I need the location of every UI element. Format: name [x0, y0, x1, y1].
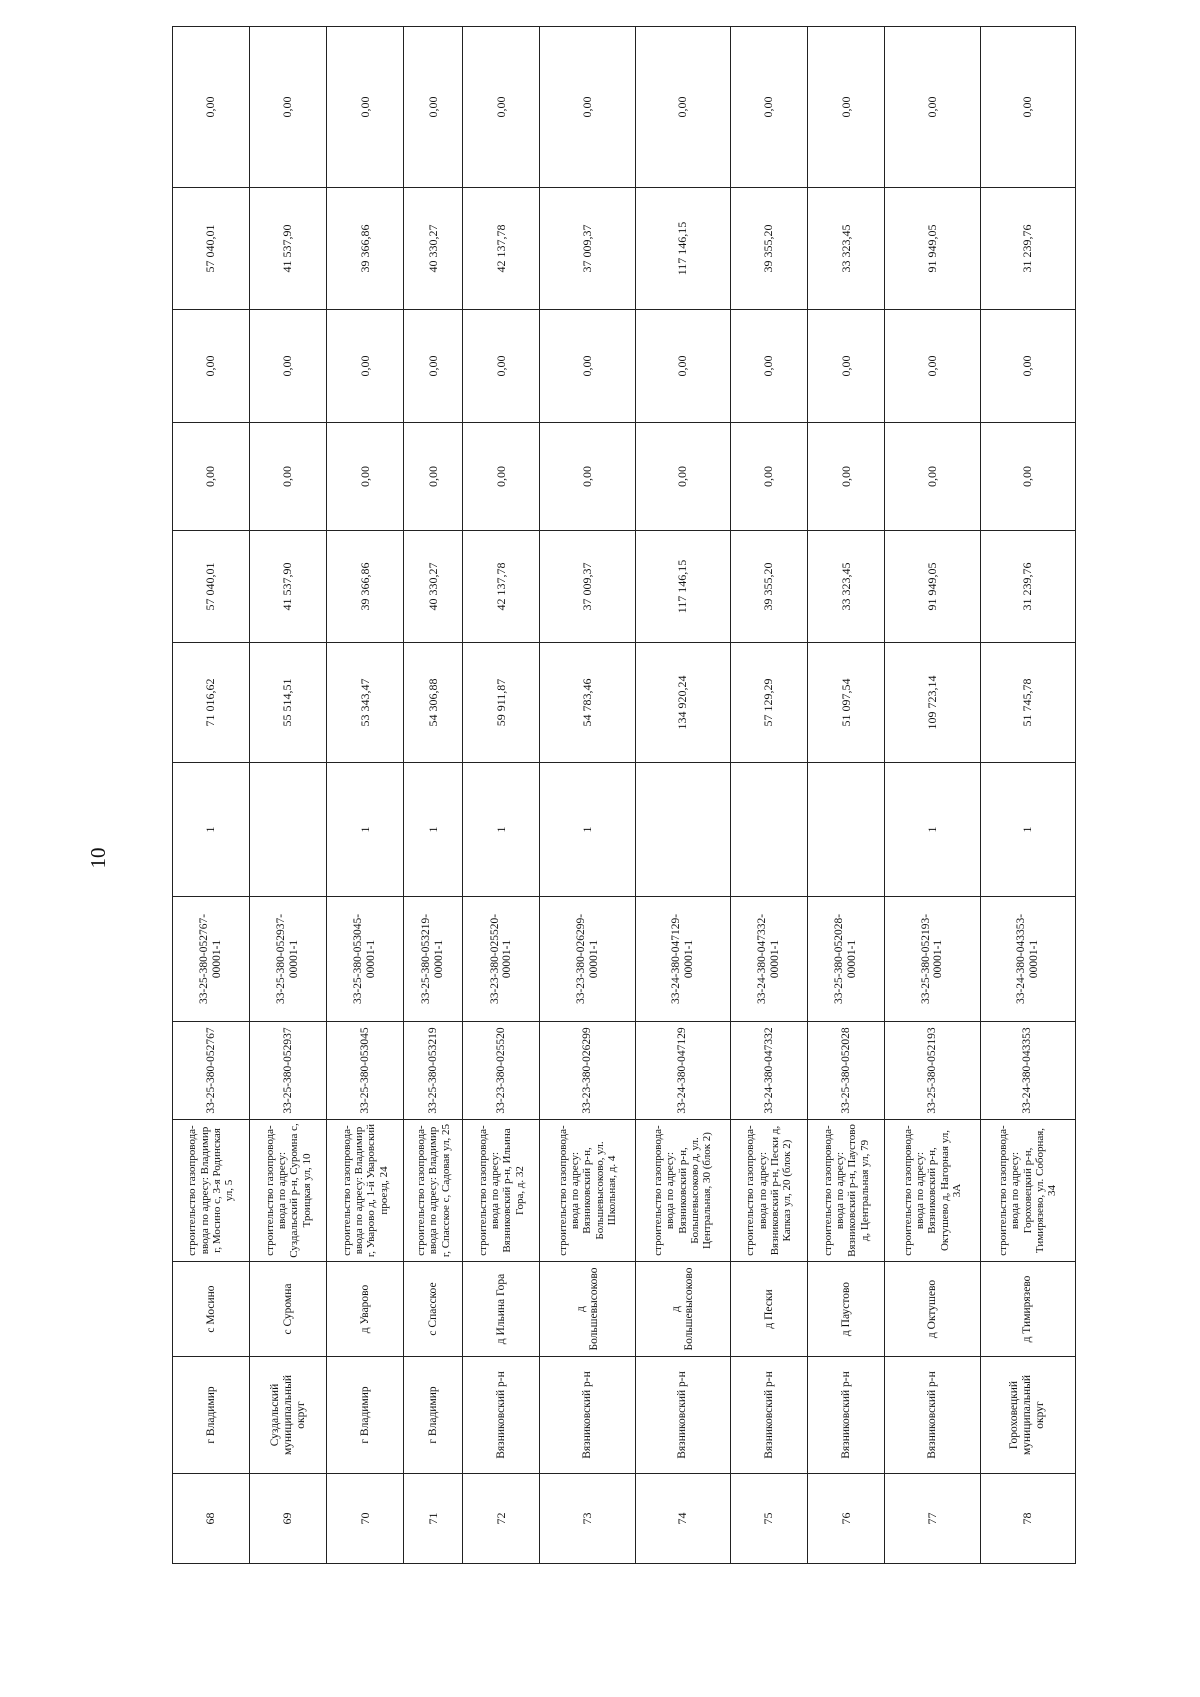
row-value-5: 39 355,20: [731, 188, 808, 310]
row-value-3: 0,00: [540, 423, 635, 531]
row-description: строительство газопровода-ввода по адресу: Гороховецкий р-н, Тимирязево, ул. Соборная, 34: [980, 1120, 1075, 1262]
row-count: 1: [980, 763, 1075, 897]
row-code-short: 33-25-380-052193: [885, 1022, 980, 1120]
row-value-2: 39 366,86: [327, 531, 404, 643]
row-description: строительство газопровода-ввода по адресу: Вязниковский р-н, Пески д, Капказ ул, 20 (блок 2): [731, 1120, 808, 1262]
row-code-full: 33-24-380-043353-00001-1: [980, 897, 1075, 1022]
table-row: [808, 27, 885, 1564]
row-value-6: 0,00: [808, 27, 885, 188]
row-area: г Владимир: [327, 1357, 404, 1474]
row-number: 73: [540, 1474, 635, 1564]
row-value-1: 51 745,78: [980, 643, 1075, 763]
row-description: строительство газопровода-ввода по адресу: Суздальский р-н, Суромна с, Троицкая ул, 10: [250, 1120, 327, 1262]
row-count: [731, 763, 808, 897]
row-value-1: 54 306,88: [404, 643, 463, 763]
table-row: [250, 27, 327, 1564]
row-value-3: 0,00: [327, 423, 404, 531]
row-description: строительство газопровода-ввода по адресу: Вязниковский р-н, Большевысоково д, ул. Центральная, 30 (блок 2): [635, 1120, 730, 1262]
row-locality: с Спасское: [404, 1262, 463, 1357]
row-number: 74: [635, 1474, 730, 1564]
row-value-4: 0,00: [463, 310, 540, 423]
table-row: [540, 27, 635, 1564]
row-value-2: 39 355,20: [731, 531, 808, 643]
row-value-1: 57 129,29: [731, 643, 808, 763]
row-value-4: 0,00: [885, 310, 980, 423]
row-locality: д Пески: [731, 1262, 808, 1357]
row-number: 68: [173, 1474, 250, 1564]
table-row: [635, 27, 730, 1564]
row-area: Суздальский муниципальный округ: [250, 1357, 327, 1474]
row-value-2: 31 239,76: [980, 531, 1075, 643]
row-description: строительство газопровода-ввода по адресу: Владимир г, Уварово д, 1-й Уваровский проезд, 24: [327, 1120, 404, 1262]
row-value-2: 91 949,05: [885, 531, 980, 643]
row-area: г Владимир: [404, 1357, 463, 1474]
row-value-6: 0,00: [885, 27, 980, 188]
row-value-2: 57 040,01: [173, 531, 250, 643]
row-value-5: 39 366,86: [327, 188, 404, 310]
row-area: Вязниковский р-н: [731, 1357, 808, 1474]
row-value-4: 0,00: [808, 310, 885, 423]
data-table: [172, 26, 1076, 1564]
row-locality: д Тимирязево: [980, 1262, 1075, 1357]
row-locality: с Суромна: [250, 1262, 327, 1357]
row-value-6: 0,00: [327, 27, 404, 188]
row-value-5: 91 949,05: [885, 188, 980, 310]
row-value-5: 31 239,76: [980, 188, 1075, 310]
row-value-6: 0,00: [540, 27, 635, 188]
row-area: Вязниковский р-н: [540, 1357, 635, 1474]
row-locality: с Мосино: [173, 1262, 250, 1357]
row-count: 1: [404, 763, 463, 897]
row-value-2: 37 009,37: [540, 531, 635, 643]
row-area: Гороховецкий муниципальный округ: [980, 1357, 1075, 1474]
row-value-4: 0,00: [327, 310, 404, 423]
row-number: 77: [885, 1474, 980, 1564]
row-value-4: 0,00: [731, 310, 808, 423]
row-code-short: 33-25-380-053219: [404, 1022, 463, 1120]
row-value-6: 0,00: [173, 27, 250, 188]
row-value-4: 0,00: [250, 310, 327, 423]
row-code-full: 33-25-380-052193-00001-1: [885, 897, 980, 1022]
table-body: [173, 27, 1076, 1564]
row-locality: д Паустово: [808, 1262, 885, 1357]
row-code-short: 33-24-380-043353: [980, 1022, 1075, 1120]
row-count: [250, 763, 327, 897]
row-value-5: 33 323,45: [808, 188, 885, 310]
row-value-4: 0,00: [404, 310, 463, 423]
row-value-2: 33 323,45: [808, 531, 885, 643]
row-area: г Владимир: [173, 1357, 250, 1474]
row-description: строительство газопровода-ввода по адресу: Вязниковский р-н, Октушево д, Нагорная ул, 3А: [885, 1120, 980, 1262]
row-number: 70: [327, 1474, 404, 1564]
row-description: строительство газопровода-ввода по адресу: Вязниковский р-н, Паустово д, Центральная ул, 79: [808, 1120, 885, 1262]
row-description: строительство газопровода-ввода по адресу: Вязниковский р-н, Большевысоково, ул. Школьная, д. 4: [540, 1120, 635, 1262]
row-count: [808, 763, 885, 897]
row-code-short: 33-25-380-052767: [173, 1022, 250, 1120]
row-number: 75: [731, 1474, 808, 1564]
table-row: [731, 27, 808, 1564]
row-count: 1: [540, 763, 635, 897]
table-row: [885, 27, 980, 1564]
row-value-3: 0,00: [463, 423, 540, 531]
row-code-full: 33-25-380-052028-00001-1: [808, 897, 885, 1022]
row-number: 78: [980, 1474, 1075, 1564]
row-value-6: 0,00: [404, 27, 463, 188]
row-code-short: 33-24-380-047129: [635, 1022, 730, 1120]
row-area: Вязниковский р-н: [885, 1357, 980, 1474]
row-value-1: 53 343,47: [327, 643, 404, 763]
row-area: Вязниковский р-н: [635, 1357, 730, 1474]
row-code-full: 33-25-380-053219-00001-1: [404, 897, 463, 1022]
row-code-short: 33-25-380-052028: [808, 1022, 885, 1120]
row-value-5: 57 040,01: [173, 188, 250, 310]
row-count: 1: [885, 763, 980, 897]
row-code-full: 33-25-380-052767-00001-1: [173, 897, 250, 1022]
row-value-4: 0,00: [980, 310, 1075, 423]
row-description: строительство газопровода-ввода по адресу: Владимир г, Спасское с, Садовая ул, 25: [404, 1120, 463, 1262]
table-row: [980, 27, 1075, 1564]
row-value-6: 0,00: [635, 27, 730, 188]
row-code-short: 33-25-380-052937: [250, 1022, 327, 1120]
row-number: 69: [250, 1474, 327, 1564]
row-area: Вязниковский р-н: [808, 1357, 885, 1474]
row-value-3: 0,00: [250, 423, 327, 531]
row-value-1: 71 016,62: [173, 643, 250, 763]
row-locality: д Октушево: [885, 1262, 980, 1357]
row-value-4: 0,00: [173, 310, 250, 423]
row-value-1: 54 783,46: [540, 643, 635, 763]
row-code-short: 33-23-380-025520: [463, 1022, 540, 1120]
row-code-full: 33-25-380-053045-00001-1: [327, 897, 404, 1022]
row-value-6: 0,00: [250, 27, 327, 188]
data-table-region: [172, 96, 1076, 1564]
row-locality: д Ильина Гора: [463, 1262, 540, 1357]
row-value-1: 59 911,87: [463, 643, 540, 763]
row-value-1: 55 514,51: [250, 643, 327, 763]
row-code-short: 33-24-380-047332: [731, 1022, 808, 1120]
row-value-1: 109 723,14: [885, 643, 980, 763]
row-value-4: 0,00: [540, 310, 635, 423]
row-number: 76: [808, 1474, 885, 1564]
row-value-3: 0,00: [808, 423, 885, 531]
row-code-short: 33-25-380-053045: [327, 1022, 404, 1120]
row-value-1: 134 920,24: [635, 643, 730, 763]
row-code-full: 33-24-380-047129-00001-1: [635, 897, 730, 1022]
row-code-full: 33-25-380-052937-00001-1: [250, 897, 327, 1022]
row-locality: д Уварово: [327, 1262, 404, 1357]
row-value-5: 40 330,27: [404, 188, 463, 310]
row-value-3: 0,00: [731, 423, 808, 531]
row-description: строительство газопровода-ввода по адресу: Вязниковский р-н, Ильина Гора, д. 32: [463, 1120, 540, 1262]
row-value-2: 40 330,27: [404, 531, 463, 643]
row-value-5: 117 146,15: [635, 188, 730, 310]
row-value-3: 0,00: [404, 423, 463, 531]
row-value-3: 0,00: [173, 423, 250, 531]
row-value-3: 0,00: [980, 423, 1075, 531]
table-row: [463, 27, 540, 1564]
row-count: [635, 763, 730, 897]
row-locality: д Большевысоково: [540, 1262, 635, 1357]
row-code-full: 33-24-380-047332-00001-1: [731, 897, 808, 1022]
row-count: 1: [327, 763, 404, 897]
row-value-6: 0,00: [731, 27, 808, 188]
row-count: 1: [173, 763, 250, 897]
row-area: Вязниковский р-н: [463, 1357, 540, 1474]
row-value-2: 41 537,90: [250, 531, 327, 643]
row-code-full: 33-23-380-026299-00001-1: [540, 897, 635, 1022]
table-row: [327, 27, 404, 1564]
row-value-2: 42 137,78: [463, 531, 540, 643]
row-value-3: 0,00: [635, 423, 730, 531]
row-value-2: 117 146,15: [635, 531, 730, 643]
row-value-5: 42 137,78: [463, 188, 540, 310]
row-value-3: 0,00: [885, 423, 980, 531]
row-code-short: 33-23-380-026299: [540, 1022, 635, 1120]
page-number: 10: [85, 847, 110, 869]
row-locality: д Большевысоково: [635, 1262, 730, 1357]
row-count: 1: [463, 763, 540, 897]
table-row: [173, 27, 250, 1564]
row-number: 72: [463, 1474, 540, 1564]
row-value-6: 0,00: [980, 27, 1075, 188]
row-value-5: 37 009,37: [540, 188, 635, 310]
row-description: строительство газопровода-ввода по адресу: Владимир г, Мосино с, 3-я Родинская ул, 5: [173, 1120, 250, 1262]
row-value-6: 0,00: [463, 27, 540, 188]
row-value-1: 51 097,54: [808, 643, 885, 763]
table-row: [404, 27, 463, 1564]
row-code-full: 33-23-380-025520-00001-1: [463, 897, 540, 1022]
row-value-4: 0,00: [635, 310, 730, 423]
row-number: 71: [404, 1474, 463, 1564]
row-value-5: 41 537,90: [250, 188, 327, 310]
